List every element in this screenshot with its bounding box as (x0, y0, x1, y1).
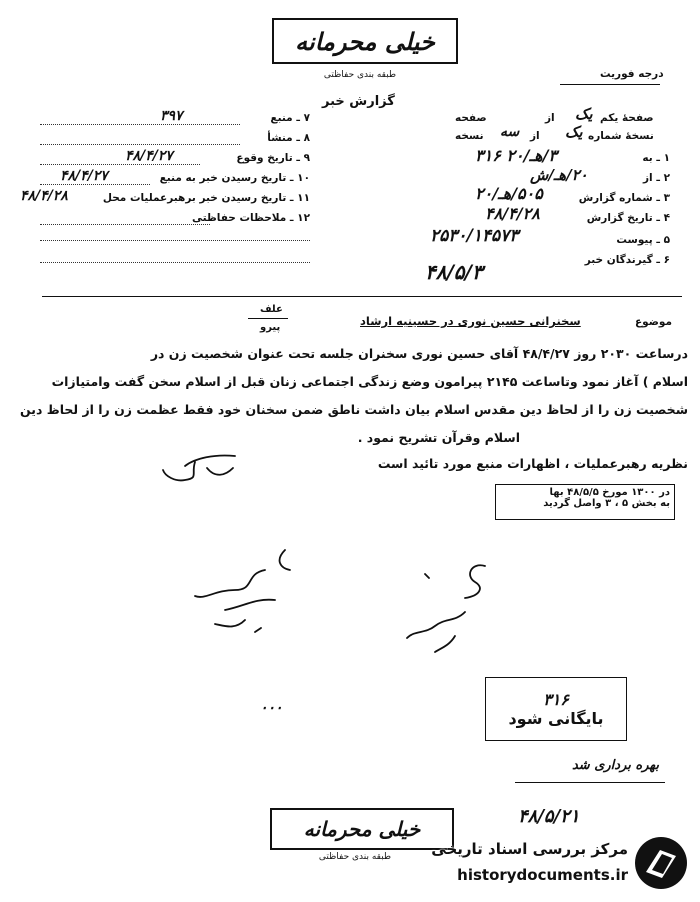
field-label: منبع (270, 112, 293, 124)
copy-value: یک (565, 123, 583, 141)
field-label: ملاحظات حفاظتی (191, 212, 287, 224)
page-label: صفحهٔ یکم (600, 112, 654, 124)
field-label: به (642, 152, 653, 164)
field-value: ۴۸/۴/۲۸ (485, 204, 540, 223)
bottom-note (515, 752, 665, 790)
field-number: ۳ (663, 192, 670, 204)
left-dotted-line (40, 240, 310, 241)
field-value: ۴۸/۴/۲۷ (60, 168, 108, 184)
field-number: ۹ (303, 152, 310, 164)
field-number: ۸ (303, 132, 310, 144)
receipt-stamp (495, 484, 675, 520)
subject-side-rule (248, 318, 288, 319)
archive-text: بایگانی شود (508, 709, 604, 728)
priority-line (560, 84, 660, 85)
subject-side-bottom: پیرو (260, 322, 281, 333)
field-number: ۱۰ (297, 172, 310, 184)
field-label: تاریخ رسیدن خبر برهبرعملیات محل (102, 192, 287, 204)
field-label: گیرندگان خبر (584, 254, 653, 266)
signature-2 (185, 540, 305, 640)
receipt-line-2: به بخش ۵ ، ۳ واصل گردید (543, 498, 670, 509)
subject-side-top: علف (260, 304, 283, 315)
right-field-6: ۶ ـ گیرندگان خبر (584, 254, 670, 266)
field-label: تاریخ رسیدن خبر به منبع (159, 172, 287, 184)
copy-label: نسخهٔ شماره (588, 130, 654, 142)
subject-label: موضوع (635, 316, 672, 328)
right-field-4: ۴ ـ تاریخ گزارش ۴۸/۴/۲۸ (485, 204, 670, 224)
page-of-label: از (545, 112, 555, 124)
field-number: ۴ (663, 212, 670, 224)
handwritten-mark: ۰۰۰ (260, 700, 283, 716)
section-divider (42, 296, 682, 297)
right-field-3: ۳ ـ شماره گزارش ۵۰۵/هـ/۲۰ (475, 184, 670, 204)
field-value: ۲۰/هـ/ش (530, 166, 588, 184)
copy-of-value: سه (500, 124, 520, 140)
body-line-5: نظریه رهبرعملیات ، اظهارات منبع مورد تائید است (377, 456, 688, 471)
archive-number: ۳۱۶ (543, 690, 569, 709)
field-label: تاریخ وقوع (236, 152, 293, 164)
body-line-2: اسلام ) آغاز نمود وتاساعت ۲۱۴۵ پیرامون وضع زندگی اجتماعی زنان قبل از اسلام سخن گفت وامتیازات (51, 374, 688, 389)
field-label: پیوست (616, 234, 653, 246)
watermark (428, 832, 690, 896)
classification-sub-bottom: طبقه بندی حفاظتی (318, 852, 392, 862)
copy-of-label: از (530, 130, 540, 142)
left-field-8: ۸ ـ منشأ (40, 130, 310, 148)
classification-sub-top: طبقه بندی حفاظتی (323, 70, 397, 80)
field-label: تاریخ گزارش (586, 212, 653, 224)
field-label: شماره گزارش (578, 192, 653, 204)
signature-3 (395, 552, 505, 662)
right-field-1: ۱ ـ به ۳/هـ/۲۰ ۳۱۶ (475, 146, 670, 165)
page-value: یک (575, 105, 593, 123)
field-value: ۳/هـ/۲۰ ۳۱۶ (475, 146, 557, 165)
field-value: ۳۹۷ (160, 108, 183, 124)
left-field-7: ۷ ـ منبع ۳۹۷ (40, 110, 310, 128)
field-number: ۷ (303, 112, 310, 124)
field-number: ۱۱ (297, 192, 310, 204)
body-line-3: شخصیت زن را از لحاظ دین مقدس اسلام بیان داشت ناطق ضمن سخنان خود فقط عظمت زن را از لحاظ دین (20, 402, 688, 417)
right-field-6-value: ۴۸/۵/۳ (425, 260, 483, 284)
signature-1 (155, 448, 245, 488)
watermark-logo-icon (632, 834, 690, 892)
receipt-line-1: در ۱۳۰۰ مورخ ۴۸/۵/۵ بها (549, 487, 670, 498)
report-title: گزارش خبر (322, 94, 395, 109)
field-number: ۲ (663, 172, 670, 184)
copy-word: نسخه (455, 130, 484, 142)
bottom-note-date: ۴۸/۵/۲۱ (518, 806, 580, 827)
watermark-title: مرکز بررسی اسناد تاریخی (431, 840, 628, 858)
field-value: ۲۵۳۰/۱۴۵۷۳ (430, 226, 519, 246)
subject-text: سخنرانی حسین نوری در حسینیه ارشاد (360, 314, 581, 328)
classification-stamp-top (272, 18, 458, 64)
right-field-2: ۲ ـ از ۲۰/هـ/ش (530, 166, 670, 184)
priority-label: درجه فوریت (600, 68, 664, 80)
left-field-9: ۹ ـ تاریخ وقوع ۴۸/۴/۲۷ (40, 150, 310, 168)
classification-stamp-text: خیلی محرمانه (295, 26, 435, 56)
bottom-note-text: بهره برداری شد (571, 758, 659, 773)
left-field-11: ۱۱ ـ تاریخ رسیدن خبر برهبرعملیات محل ۴۸/۴/۲۸ (20, 188, 310, 204)
left-field-10: ۱۰ ـ تاریخ رسیدن خبر به منبع ۴۸/۴/۲۷ (40, 170, 310, 188)
left-dotted-line (40, 262, 310, 263)
field-label: از (643, 172, 653, 184)
field-number: ۱ (663, 152, 670, 164)
left-field-12: ۱۲ ـ ملاحظات حفاظتی (40, 210, 310, 228)
classification-stamp-bottom (270, 808, 454, 850)
watermark-url: historydocuments.ir (457, 866, 628, 884)
field-number: ۱۲ (297, 212, 310, 224)
field-number: ۶ (663, 254, 670, 266)
archive-stamp (485, 677, 627, 741)
classification-stamp-text: خیلی محرمانه (303, 817, 421, 841)
body-line-1: درساعت ۲۰۳۰ روز ۴۸/۴/۲۷ آقای حسین نوری سخنران جلسه تحت عنوان شخصیت زن در (150, 346, 688, 361)
field-value: ۴۸/۴/۲۷ (125, 148, 173, 164)
field-value: ۵۰۵/هـ/۲۰ (475, 184, 543, 203)
field-number: ۵ (663, 234, 670, 246)
body-line-4: اسلام وقرآن تشریح نمود . (357, 430, 520, 445)
field-label: منشأ (267, 132, 293, 144)
page-word: صفحه (455, 112, 487, 124)
field-value: ۴۸/۴/۲۸ (20, 188, 68, 204)
right-field-5: ۵ ـ پیوست ۲۵۳۰/۱۴۵۷۳ (430, 226, 670, 246)
